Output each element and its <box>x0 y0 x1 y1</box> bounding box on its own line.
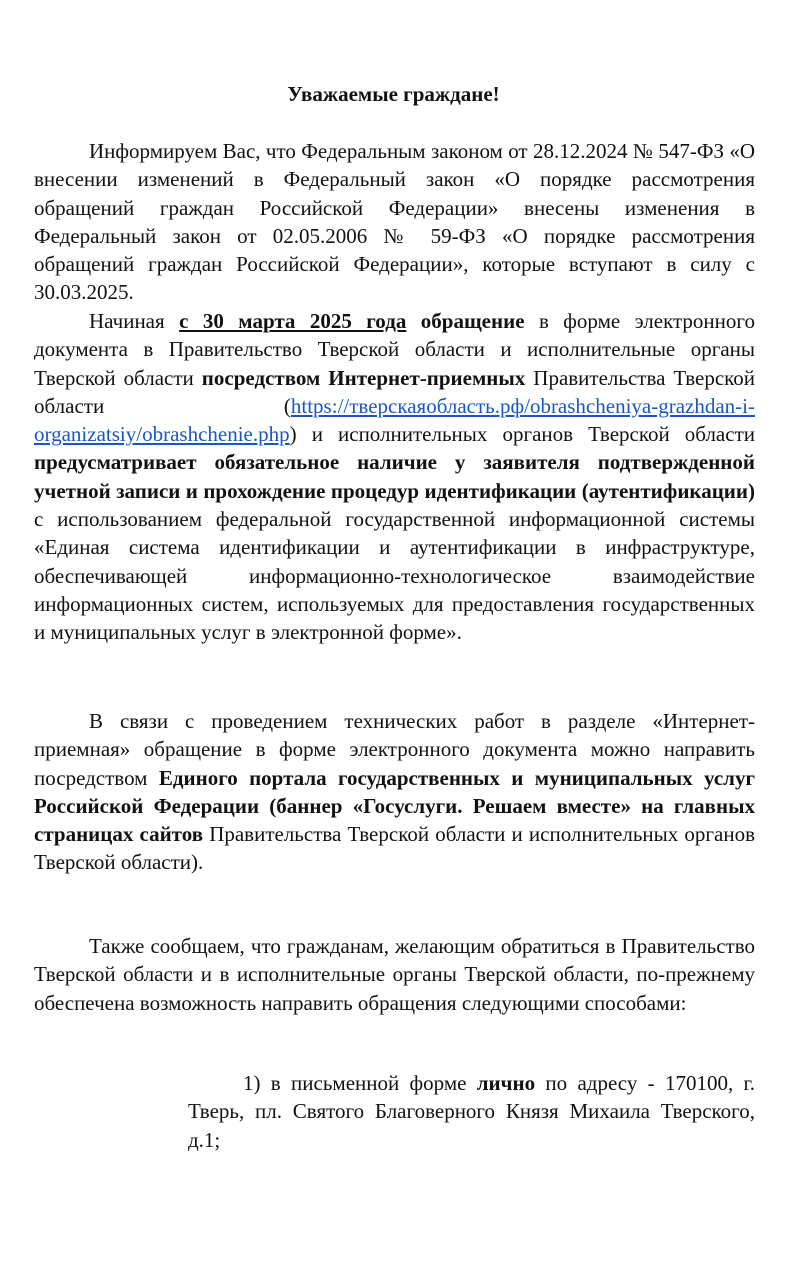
p3-text-1: В связи с проведением технических работ в разделе «Интернет-приемная» обращение в форме электронного документа можно направить посредством <box>34 709 755 790</box>
p2-bold-appeal: обращение <box>420 309 525 333</box>
paragraph-law-info <box>34 137 755 307</box>
p2-date: с 30 марта 2025 года <box>179 309 407 333</box>
p3-text-2: Правительства Тверской области и исполнительных органов Тверской области). <box>34 822 756 875</box>
document-title: Уважаемые граждане! <box>287 82 500 106</box>
p2-text-3: Правительства Тверской области ( <box>34 365 756 418</box>
p2-text-5: с использованием федеральной государственной информационной системы «Единая система идентификации и аутентификации в инфраструктуре, обеспечивающей информационно-технологическое взаимодействие информационных систем, используемых для предоставления государственных и муниципальных услуг в электронной форме». <box>34 507 755 645</box>
p2-text-1: Начиная <box>89 309 165 333</box>
item1-bold-in-person: лично <box>476 1071 536 1095</box>
paragraph-technical-works <box>34 707 755 877</box>
paragraph-internet-reception <box>34 307 755 647</box>
p2-bold-requirement: предусматривает обязательное наличие у заявителя подтвержденной учетной записи и прохождение процедур идентификации (аутентификации) <box>34 450 755 503</box>
p4-text: Также сообщаем, что гражданам, желающим обратиться в Правительство Тверской области и в исполнительные органы Тверской области, по-прежнему обеспечена возможность направить обращения следующими способами: <box>34 934 755 1015</box>
item1-text-1: 1) в письменной форме <box>243 1071 467 1095</box>
paragraph-other-methods <box>34 932 755 1017</box>
p2-text-4: ) и исполнительных органов Тверской области <box>289 422 755 447</box>
p2-text-2: в форме электронного документа в Правительство Тверской области и исполнительные органы Тверской области <box>34 309 755 390</box>
obrashchenie-link[interactable]: https://тверскаяобласть.рф/obrashcheniya-grazhdan-i-organizatsiy/obrashchenie.php <box>34 393 755 447</box>
paragraph-law-text: Информируем Вас, что Федеральным законом от 28.12.2024 № 547-ФЗ «О внесении изменений в Федеральный закон «О порядке рассмотрения обращений граждан Российской Федерации» внесены изменения в Федеральный закон от 02.05.2006 № 59-ФЗ «О порядке рассмотрения обращений граждан Российской Федерации», которые вступают в силу с 30.03.2025. <box>34 139 755 305</box>
p3-bold-portal: Единого портала государственных и муниципальных услуг Российской Федерации (баннер «Госуслуги. Решаем вместе» на главных страницах сайтов <box>34 765 755 847</box>
list-item-written-form <box>188 1069 755 1154</box>
item1-text-2: по адресу - 170100, г. Тверь, пл. Святого Благоверного Князя Михаила Тверского, д.1; <box>188 1071 755 1152</box>
p2-bold-via: посредством Интернет-приемных <box>201 365 526 390</box>
